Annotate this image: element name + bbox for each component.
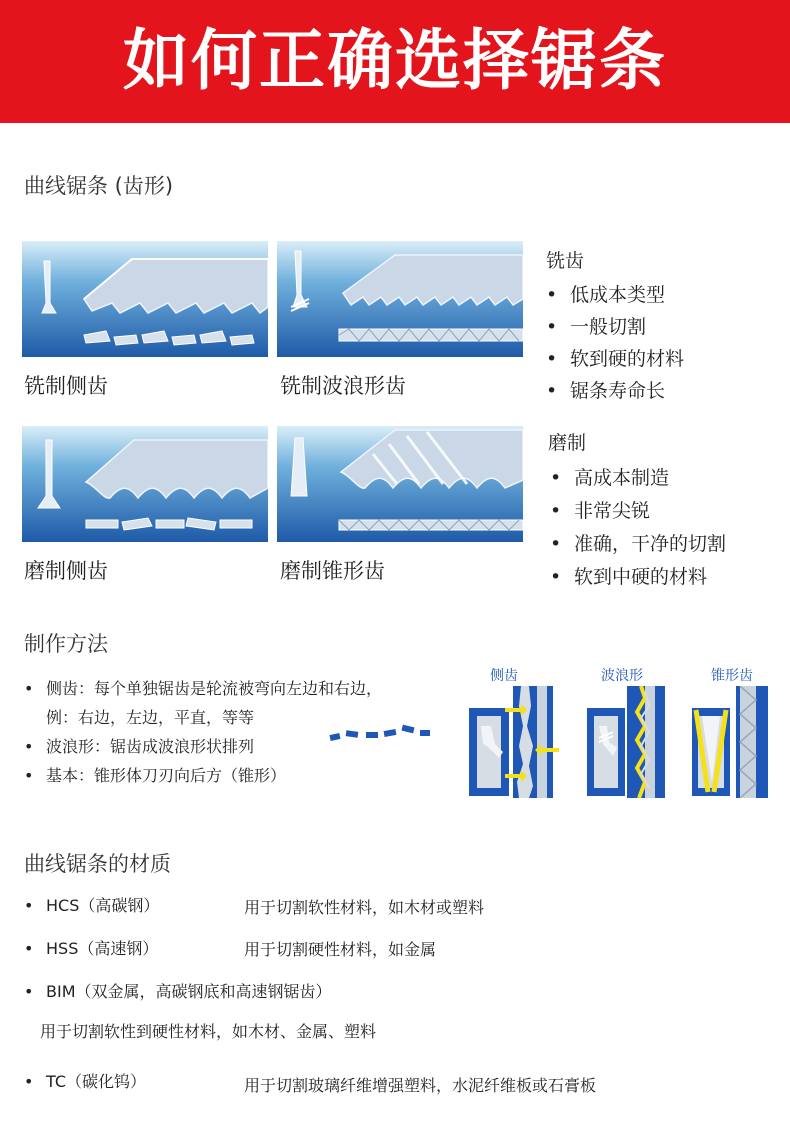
milled-teeth-title: 铣齿 bbox=[546, 250, 585, 272]
material-name: • HSS（高速钢） bbox=[24, 939, 159, 958]
diagram-label-wavy: 波浪形 bbox=[601, 668, 643, 684]
list-item: • 软到硬的材料 bbox=[546, 348, 685, 370]
material-name: • TC（碳化钨） bbox=[24, 1072, 147, 1091]
ground-side-teeth-illustration bbox=[22, 426, 268, 542]
method-line: 例：右边，左边，平直，等等 bbox=[46, 708, 255, 727]
side-teeth-diagram bbox=[469, 686, 565, 798]
taper-teeth-diagram bbox=[692, 686, 768, 798]
list-item: • 非常尖锐 bbox=[550, 500, 651, 522]
material-name: • HCS（高碳钢） bbox=[24, 896, 160, 915]
material-description: 用于切割硬性材料，如金属 bbox=[244, 940, 437, 959]
method-line: • 波浪形：锯齿成波浪形状排列 bbox=[24, 737, 255, 756]
material-description: 用于切割软性到硬性材料，如木材、金属、塑料 bbox=[40, 1022, 377, 1041]
ground-taper-teeth-illustration bbox=[277, 426, 523, 542]
material-name: • BIM（双金属，高碳钢底和高速钢锯齿） bbox=[24, 982, 332, 1001]
section-title-material: 曲线锯条的材质 bbox=[24, 852, 171, 876]
panel-milled-wavy-teeth bbox=[277, 241, 523, 357]
section-title-method: 制作方法 bbox=[24, 632, 108, 656]
list-item: • 准确，干净的切割 bbox=[550, 533, 727, 555]
title-banner bbox=[0, 0, 790, 123]
milled-wavy-teeth-illustration bbox=[277, 241, 523, 357]
list-item: • 一般切割 bbox=[546, 316, 647, 338]
method-line: • 侧齿：每个单独锯齿是轮流被弯向左边和右边， bbox=[24, 679, 383, 698]
panel-ground-taper-teeth bbox=[277, 426, 523, 542]
list-item: • 锯条寿命长 bbox=[546, 380, 666, 402]
milled-side-teeth-illustration bbox=[22, 241, 268, 357]
page-title: 如何正确选择锯条 bbox=[123, 22, 667, 99]
panel-caption: 铣制波浪形齿 bbox=[280, 374, 406, 398]
panel-milled-side-teeth bbox=[22, 241, 268, 357]
diagram-label-side-teeth: 侧齿 bbox=[490, 668, 518, 684]
diagram-label-taper: 锥形齿 bbox=[711, 668, 753, 684]
list-item: • 低成本类型 bbox=[546, 284, 666, 306]
panel-caption: 铣制侧齿 bbox=[24, 374, 108, 398]
panel-ground-side-teeth bbox=[22, 426, 268, 542]
panel-caption: 磨制侧齿 bbox=[24, 559, 108, 583]
ground-teeth-title: 磨制 bbox=[548, 432, 587, 454]
dashed-connector bbox=[328, 722, 438, 746]
material-description: 用于切割软性材料，如木材或塑料 bbox=[244, 898, 485, 917]
material-description: 用于切割玻璃纤维增强塑料，水泥纤维板或石膏板 bbox=[244, 1076, 597, 1095]
section-title-tooth-shape: 曲线锯条 (齿形) bbox=[24, 174, 174, 198]
method-line: • 基本：锥形体刀刃向后方（锥形） bbox=[24, 766, 287, 785]
panel-caption: 磨制锥形齿 bbox=[280, 559, 385, 583]
wavy-teeth-diagram bbox=[587, 686, 665, 798]
list-item: • 软到中硬的材料 bbox=[550, 566, 708, 588]
list-item: • 高成本制造 bbox=[550, 467, 670, 489]
